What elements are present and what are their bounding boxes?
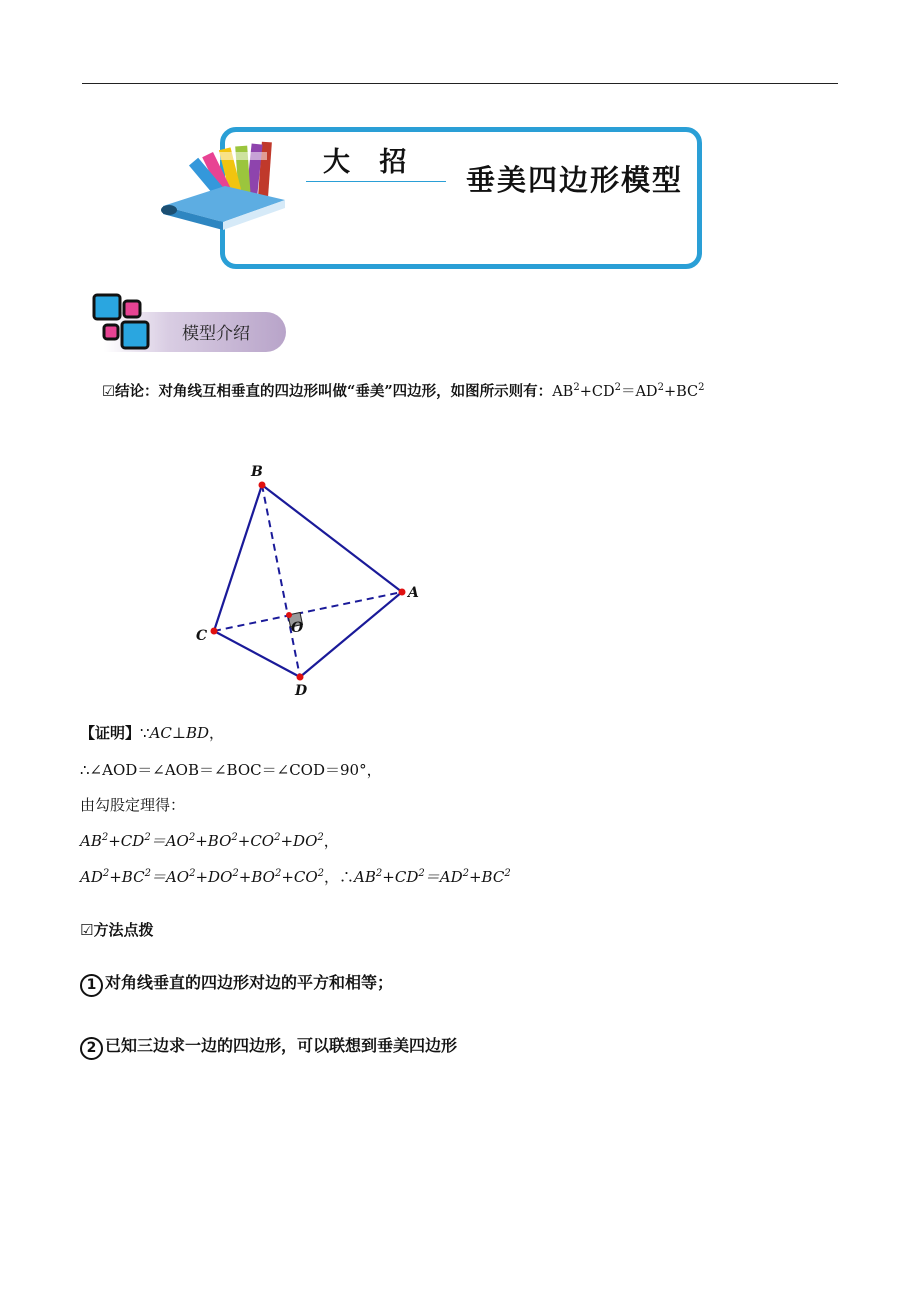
side-cb (214, 485, 262, 631)
conclusion-text: 结论：对角线互相垂直的四边形叫做“垂美”四边形，如图所示则有： (115, 383, 553, 400)
label-b: B (251, 464, 263, 480)
point-d (297, 674, 304, 681)
label-a: A (408, 585, 419, 601)
diagonal-bd (262, 485, 300, 677)
point-c (211, 628, 218, 635)
point-b (259, 482, 266, 489)
method-title: 方法点拨 (93, 921, 154, 939)
header-rule (82, 83, 838, 84)
diagonal-ca (214, 592, 402, 631)
conclusion-line (102, 380, 704, 401)
side-ad (300, 592, 402, 677)
circled-number-2: 2 (80, 1037, 103, 1060)
proof-line-4: $AB^2+CD^2=AO^2+BO^2+CO^2+DO^2$， (80, 832, 339, 850)
side-dc (214, 631, 300, 677)
banner-divider (306, 181, 446, 182)
proof-line-5: $AD^2+BC^2=AO^2+DO^2+BO^2+CO^2$，$\therefore AB^2+CD^2=AD^2+BC^2$ (80, 868, 511, 886)
conclusion-formula: $AB^2+CD^2=AD^2+BC^2$ (552, 382, 705, 400)
point-o (286, 612, 292, 618)
section-label: 模型介绍 (182, 324, 250, 344)
checkbox-icon: ☑ (102, 384, 115, 400)
side-ba (262, 485, 402, 592)
banner-title: 垂美四边形模型 (466, 163, 684, 197)
label-d: D (295, 683, 308, 699)
proof-line-3: 由勾股定理得： (80, 796, 186, 814)
method-heading (80, 919, 153, 940)
label-o: O (291, 620, 304, 636)
point-a (399, 589, 406, 596)
quadrilateral-figure (190, 455, 430, 700)
banner-tag-text: 大 招 (323, 147, 417, 178)
checkbox-icon: ☑ (80, 921, 94, 939)
proof-line-2: ∴∠AOD＝∠AOB＝∠BOC＝∠COD＝90°， (80, 761, 382, 779)
books-icon (155, 134, 305, 234)
circled-number-1: 1 (80, 974, 103, 997)
method-item-2: 2 已知三边求一边的四边形，可以联想到垂美四边形 (80, 1033, 457, 1060)
method-item-1: 1 对角线垂直的四边形对边的平方和相等； (80, 970, 393, 997)
blocks-icon (90, 292, 154, 354)
label-c: C (196, 628, 208, 644)
proof-line-1: 【证明】∵AC⊥BD， (80, 724, 225, 742)
